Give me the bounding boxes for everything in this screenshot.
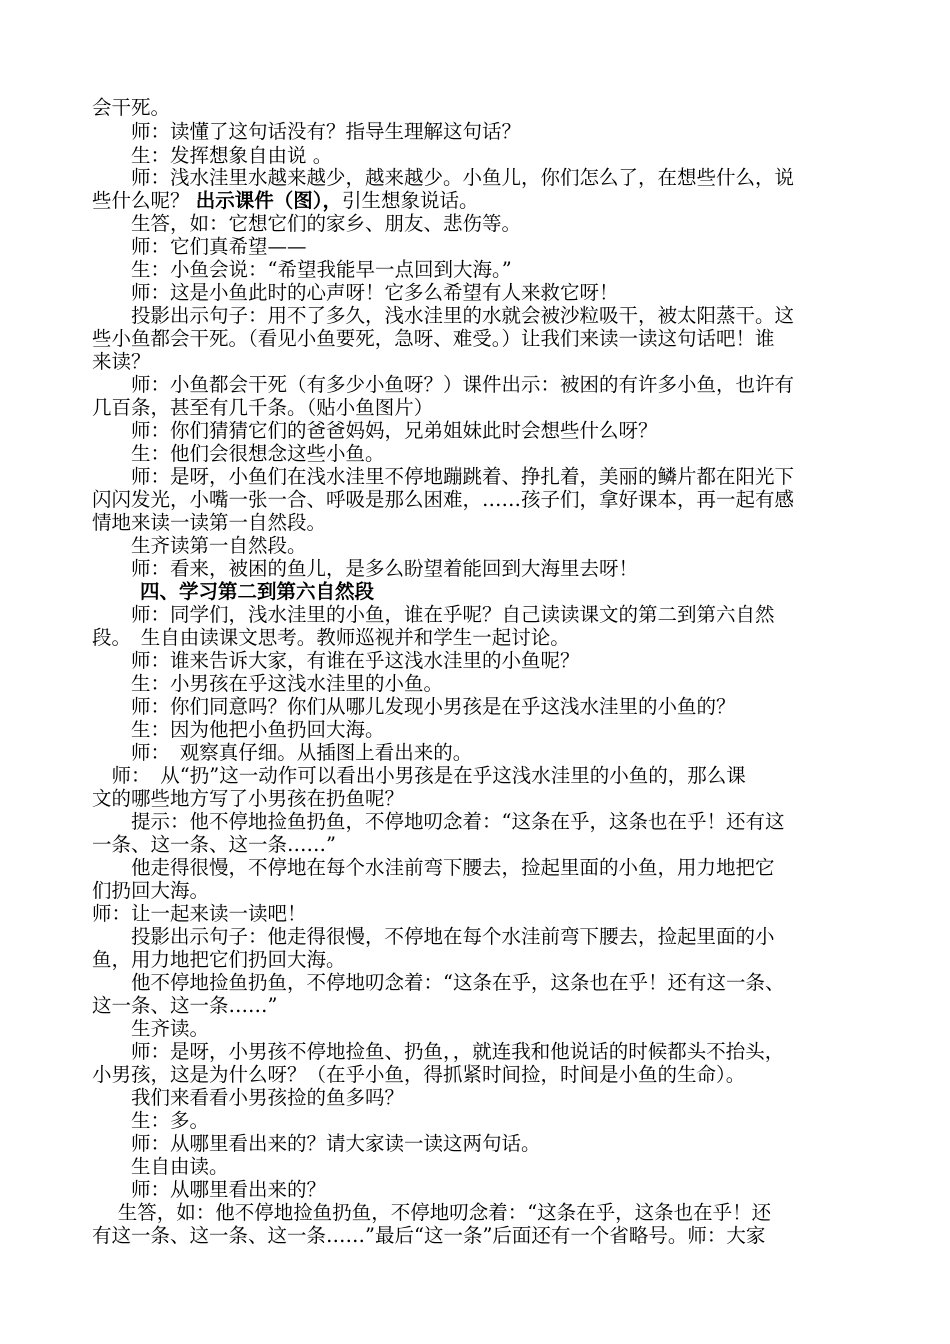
text-line: 这一条、这一条……” — [92, 994, 278, 1017]
text-line: 生答，如：它想它们的家乡、朋友、悲伤等。 — [92, 212, 522, 235]
text-line: 师： 从“扔”这一动作可以看出小男孩是在乎这浅水洼里的小鱼的，那么课 — [92, 764, 746, 787]
text-line: 小男孩，这是为什么呀？（在乎小鱼，得抓紧时间捡，时间是小鱼的生命）。 — [92, 1063, 746, 1086]
text-line: 有这一条、这一条、这一条……”最后“这一条”后面还有一个省略号。师：大家 — [92, 1224, 766, 1247]
text-line: 生：小鱼会说：“希望我能早一点回到大海。” — [92, 258, 512, 281]
text-line: 师：浅水洼里水越来越少，越来越少。小鱼儿，你们怎么了，在想些什么，说 — [92, 166, 795, 189]
bold-text: 出示课件（图）， — [195, 189, 342, 212]
text-line: 师：读懂了这句话没有？指导生理解这句话？ — [92, 120, 522, 143]
text-line: 师：从哪里看出来的？请大家读一读这两句话。 — [92, 1132, 541, 1155]
text-line: 闪闪发光，小嘴一张一合、呼吸是那么困难，……孩子们，拿好课本，再一起有感 — [92, 488, 795, 511]
text-run: 些什么呢？ — [92, 189, 190, 212]
text-line: 生：多。 — [92, 1109, 210, 1132]
text-line: 师：让一起来读一读吧！ — [92, 902, 307, 925]
text-line: 师：是呀，小男孩不停地捡鱼、扔鱼，，就连我和他说话的时候都头不抬头， — [92, 1040, 785, 1063]
text-line: 提示：他不停地捡鱼扔鱼，不停地叨念着：“这条在乎，这条也在乎！还有这 — [92, 810, 785, 833]
text-line: 师：从哪里看出来的？ — [92, 1178, 327, 1201]
section-heading: 四、学习第二到第六自然段 — [140, 580, 375, 603]
text-line: 些小鱼都会干死。（看见小鱼要死，急呀、难受。）让我们来读一读这句话吧！谁 — [92, 327, 775, 350]
text-line: 师：你们猜猜它们的爸爸妈妈，兄弟姐妹此时会想些什么呀？ — [92, 419, 658, 442]
text-run: 引生想象说话。 — [341, 189, 479, 212]
text-line: 鱼，用力地把它们扔回大海。 — [92, 948, 346, 971]
text-line: 生答，如：他不停地捡鱼扔鱼，不停地叨念着：“这条在乎，这条也在乎！还 — [92, 1201, 772, 1224]
text-line: 师：是呀，小鱼们在浅水洼里不停地蹦跳着、挣扎着，美丽的鳞片都在阳光下 — [92, 465, 795, 488]
text-line: 生：因为他把小鱼扔回大海。 — [92, 718, 385, 741]
text-line-mixed — [92, 189, 864, 213]
text-line: 一条、这一条、这一条……” — [92, 833, 336, 856]
text-line: 师：看来，被困的鱼儿，是多么盼望着能回到大海里去呀！ — [92, 557, 639, 580]
text-line: 情地来读一读第一自然段。 — [92, 511, 327, 534]
text-line: 生：他们会很想念这些小鱼。 — [92, 442, 385, 465]
text-line: 段。 生自由读课文思考。教师巡视并和学生一起讨论。 — [92, 626, 570, 649]
text-line: 师： 观察真仔细。从插图上看出来的。 — [92, 741, 473, 764]
text-line: 师：小鱼都会干死（有多少小鱼呀？）课件出示：被困的有许多小鱼，也许有 — [92, 373, 795, 396]
text-line: 们扔回大海。 — [92, 879, 210, 902]
text-line: 他走得很慢，不停地在每个水洼前弯下腰去，捡起里面的小鱼，用力地把它 — [92, 856, 775, 879]
text-line: 师：这是小鱼此时的心声呀！它多么希望有人来救它呀！ — [92, 281, 619, 304]
text-line: 我们来看看小男孩捡的鱼多吗？ — [92, 1086, 405, 1109]
text-line: 生齐读。 — [92, 1017, 210, 1040]
text-line: 文的哪些地方写了小男孩在扔鱼呢？ — [92, 787, 405, 810]
text-line: 投影出示句子：用不了多久，浅水洼里的水就会被沙粒吸干，被太阳蒸干。这 — [92, 304, 795, 327]
text-line: 师：你们同意吗？你们从哪儿发现小男孩是在乎这浅水洼里的小鱼的？ — [92, 695, 736, 718]
text-line: 生：小男孩在乎这浅水洼里的小鱼。 — [92, 672, 444, 695]
text-line: 来读？ — [92, 350, 151, 373]
text-line: 生：发挥想象自由说 。 — [92, 144, 333, 167]
text-line: 师：谁来告诉大家，有谁在乎这浅水洼里的小鱼呢？ — [92, 649, 580, 672]
text-line: 投影出示句子：他走得很慢，不停地在每个水洼前弯下腰去，捡起里面的小 — [92, 925, 775, 948]
text-line: 生自由读。 — [92, 1155, 229, 1178]
text-line: 会干死。 — [92, 96, 171, 119]
text-line: 几百条，甚至有几千条。（贴小鱼图片） — [92, 396, 434, 419]
text-line: 生齐读第一自然段。 — [92, 534, 307, 557]
text-line: 师：同学们，浅水洼里的小鱼，谁在乎呢？自己读读课文的第二到第六自然 — [92, 603, 775, 626]
text-line: 师：它们真希望—— — [92, 235, 307, 258]
text-line: 他不停地捡鱼扔鱼，不停地叨念着：“这条在乎，这条也在乎！还有这一条、 — [92, 971, 785, 994]
